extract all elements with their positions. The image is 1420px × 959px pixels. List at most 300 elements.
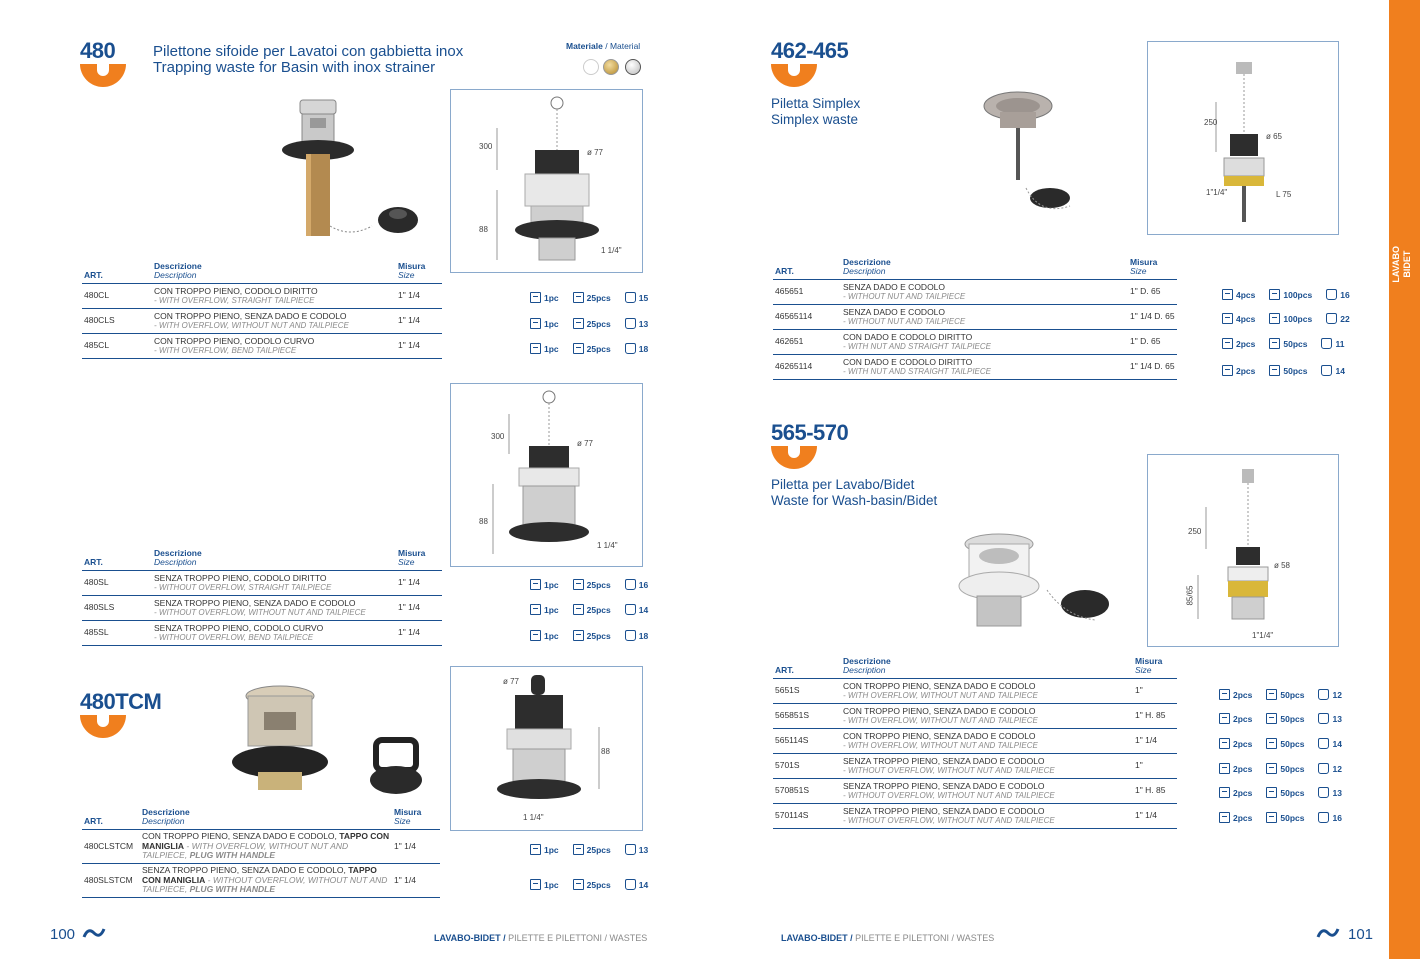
product-title-462 bbox=[771, 96, 860, 128]
pack-qty: 2pcs bbox=[1233, 812, 1253, 823]
desc-it: SENZA TROPPO PIENO, SENZA DADO E CODOLO bbox=[843, 755, 1045, 766]
dim-label: 1 1/4" bbox=[523, 813, 544, 822]
spec-table-480 bbox=[82, 262, 442, 359]
pack-qty: 25pcs bbox=[586, 292, 611, 303]
box-icon bbox=[1266, 713, 1277, 724]
box-icon bbox=[573, 292, 584, 303]
pack-qty: 2pcs bbox=[1233, 689, 1253, 700]
pack-inner bbox=[1222, 289, 1255, 300]
desc-cell bbox=[152, 571, 396, 596]
footer-sub: PILETTE E PILETTONI / WASTES bbox=[852, 933, 995, 943]
pack-qty: 1pc bbox=[544, 292, 559, 303]
box-icon bbox=[1269, 338, 1280, 349]
title-en: Simplex waste bbox=[771, 112, 859, 127]
desc-it: CON TROPPO PIENO, CODOLO CURVO bbox=[154, 335, 315, 346]
box-icon bbox=[1269, 313, 1280, 324]
pack-inner bbox=[530, 579, 559, 590]
pack-inner bbox=[530, 292, 559, 303]
pack-inner bbox=[530, 844, 559, 855]
art-cell: 462651 bbox=[773, 330, 841, 355]
size-cell: 1" H. 85 bbox=[1133, 704, 1177, 729]
desc-en: - WITHOUT OVERFLOW, BEND TAILPIECE bbox=[154, 633, 314, 642]
box-icon bbox=[1222, 338, 1233, 349]
box-icon bbox=[1219, 787, 1230, 798]
product-title-565 bbox=[771, 477, 937, 509]
packaging-row bbox=[1219, 738, 1342, 749]
desc-cell bbox=[841, 679, 1133, 704]
box-icon bbox=[530, 879, 541, 890]
product-code-462-465: 462-465 bbox=[771, 38, 849, 63]
pack-qty: 1pc bbox=[544, 604, 559, 615]
dim-label: ø 77 bbox=[587, 148, 604, 157]
dim-label: 1"1/4" bbox=[1252, 631, 1274, 640]
pack-qty: 13 bbox=[638, 844, 649, 855]
desc-cell bbox=[841, 804, 1133, 829]
packaging-row bbox=[1222, 313, 1350, 324]
packaging-row bbox=[1222, 365, 1345, 376]
box-icon bbox=[1266, 787, 1277, 798]
desc-cell bbox=[841, 330, 1128, 355]
size-cell: 1" 1/4 bbox=[396, 334, 442, 359]
col-art: ART. bbox=[82, 262, 152, 284]
dim-label: 300 bbox=[491, 432, 505, 441]
pack-qty: 2pcs bbox=[1233, 738, 1253, 749]
art-cell: 480SLS bbox=[82, 596, 152, 621]
box-icon bbox=[1219, 738, 1230, 749]
pack-weight bbox=[1326, 289, 1349, 300]
table-row bbox=[773, 330, 1177, 355]
desc-it: CON TROPPO PIENO, SENZA DADO E CODOLO bbox=[843, 730, 1036, 741]
material-label bbox=[566, 41, 640, 51]
desc-it: SENZA DADO E CODOLO bbox=[843, 281, 946, 292]
col-size-it: Misura bbox=[394, 807, 422, 817]
col-desc bbox=[841, 258, 1128, 280]
art-cell: 465651 bbox=[773, 280, 841, 305]
weight-icon bbox=[1326, 313, 1337, 324]
packaging-row bbox=[530, 579, 648, 590]
pack-outer bbox=[1269, 313, 1312, 324]
brand-cup-icon bbox=[771, 446, 817, 469]
technical-drawing-565 bbox=[1147, 454, 1339, 647]
packaging-row bbox=[530, 318, 648, 329]
pack-qty: 1pc bbox=[544, 879, 559, 890]
table-row bbox=[82, 830, 440, 864]
box-icon bbox=[1219, 812, 1230, 823]
col-desc-en: Description bbox=[154, 270, 197, 280]
material-it: Materiale bbox=[566, 41, 603, 51]
pack-qty: 14 bbox=[638, 879, 649, 890]
pack-qty: 50pcs bbox=[1280, 812, 1305, 823]
col-size-it: Misura bbox=[1130, 257, 1158, 267]
dim-label: ø 77 bbox=[503, 677, 520, 686]
pack-weight bbox=[1321, 365, 1344, 376]
desc-it: SENZA TROPPO PIENO, CODOLO CURVO bbox=[154, 622, 324, 633]
weight-icon bbox=[1326, 289, 1337, 300]
weight-icon bbox=[1318, 689, 1329, 700]
box-icon bbox=[1266, 738, 1277, 749]
size-cell: 1" 1/4 bbox=[396, 621, 442, 646]
box-icon bbox=[573, 630, 584, 641]
dim-label: 85/65 bbox=[1185, 585, 1195, 606]
pack-qty: 4pcs bbox=[1236, 289, 1256, 300]
pack-weight bbox=[1318, 713, 1341, 724]
size-cell: 1" 1/4 bbox=[396, 309, 442, 334]
pack-weight bbox=[1318, 763, 1341, 774]
pack-qty: 14 bbox=[1332, 738, 1342, 749]
pack-qty: 1pc bbox=[544, 844, 559, 855]
col-desc-en: Description bbox=[154, 557, 197, 567]
footer-section: LAVABO-BIDET / bbox=[434, 933, 506, 943]
pack-qty: 1pc bbox=[544, 630, 559, 641]
weight-icon bbox=[1318, 763, 1329, 774]
pack-inner bbox=[1219, 787, 1252, 798]
col-size-en: Size bbox=[394, 816, 411, 826]
product-code-480tcm: 480TCM bbox=[80, 689, 162, 714]
dim-label: 300 bbox=[479, 142, 493, 151]
pack-outer bbox=[1266, 787, 1304, 798]
pack-qty: 13 bbox=[1332, 787, 1342, 798]
pack-qty: 1pc bbox=[544, 579, 559, 590]
title-en: Waste for Wash-basin/Bidet bbox=[771, 493, 938, 508]
pack-outer bbox=[573, 318, 611, 329]
product-image-480 bbox=[280, 98, 425, 243]
footer-section: LAVABO-BIDET / bbox=[781, 933, 853, 943]
desc-en: - WITHOUT OVERFLOW, WITHOUT NUT AND TAILPIECE bbox=[154, 608, 366, 617]
table-row bbox=[773, 305, 1177, 330]
section-side-tab bbox=[1389, 0, 1420, 959]
pack-outer bbox=[1266, 738, 1304, 749]
col-size-it: Misura bbox=[398, 261, 426, 271]
box-icon bbox=[573, 318, 584, 329]
title-it: Piletta per Lavabo/Bidet bbox=[771, 477, 915, 492]
pack-weight bbox=[625, 844, 648, 855]
desc-it: SENZA TROPPO PIENO, SENZA DADO E CODOLO bbox=[154, 597, 356, 608]
brand-logo-icon bbox=[1316, 925, 1340, 941]
product-image-462 bbox=[980, 88, 1090, 223]
size-cell: 1" 1/4 D. 65 bbox=[1128, 305, 1177, 330]
box-icon bbox=[1219, 763, 1230, 774]
table-row bbox=[773, 729, 1177, 754]
pack-qty: 25pcs bbox=[586, 343, 611, 354]
title-en: Trapping waste for Basin with inox strainer bbox=[153, 59, 436, 76]
pack-qty: 1pc bbox=[544, 318, 559, 329]
pack-qty: 25pcs bbox=[586, 844, 611, 855]
art-cell: 570851S bbox=[773, 779, 841, 804]
product-code-480: 480 bbox=[80, 38, 116, 63]
table-header-row bbox=[773, 657, 1177, 679]
pack-weight bbox=[625, 343, 648, 354]
col-desc-en: Description bbox=[843, 665, 886, 675]
weight-icon bbox=[1321, 365, 1332, 376]
side-tab-line1: LAVABO bbox=[1391, 246, 1401, 283]
pack-qty: 100pcs bbox=[1283, 289, 1313, 300]
desc-en-bold: PLUG WITH HANDLE bbox=[189, 884, 276, 895]
pack-qty: 15 bbox=[638, 292, 649, 303]
pack-qty: 18 bbox=[638, 630, 649, 641]
art-cell: 5701S bbox=[773, 754, 841, 779]
weight-icon bbox=[625, 879, 636, 890]
box-icon bbox=[573, 579, 584, 590]
pack-outer bbox=[573, 879, 611, 890]
pack-qty: 50pcs bbox=[1280, 713, 1305, 724]
col-desc-it: Descrizione bbox=[154, 548, 202, 558]
desc-en: - WITH OVERFLOW, BEND TAILPIECE bbox=[154, 346, 297, 355]
col-art: ART. bbox=[773, 258, 841, 280]
desc-cell bbox=[841, 754, 1133, 779]
desc-cell bbox=[140, 830, 392, 864]
desc-en: - WITH NUT AND STRAIGHT TAILPIECE bbox=[843, 342, 992, 351]
pack-qty: 2pcs bbox=[1236, 338, 1256, 349]
desc-it: SENZA DADO E CODOLO bbox=[843, 306, 946, 317]
material-en: / Material bbox=[605, 41, 641, 51]
pack-inner bbox=[530, 630, 559, 641]
box-icon bbox=[530, 343, 541, 354]
pack-inner bbox=[1222, 313, 1255, 324]
pack-qty: 50pcs bbox=[1280, 763, 1305, 774]
packaging-row bbox=[1222, 289, 1350, 300]
art-cell: 480CL bbox=[82, 284, 152, 309]
spec-table-462 bbox=[773, 258, 1177, 380]
diagram-svg bbox=[1148, 455, 1340, 648]
desc-en: - WITHOUT OVERFLOW, WITHOUT NUT AND TAILPIECE bbox=[843, 791, 1055, 800]
brand-cup-icon bbox=[80, 715, 126, 738]
box-icon bbox=[530, 604, 541, 615]
pack-outer bbox=[1269, 365, 1307, 376]
table-row bbox=[773, 679, 1177, 704]
desc-cell bbox=[841, 704, 1133, 729]
desc-it-bold: TAPPO CON MANIGLIA bbox=[142, 865, 377, 885]
packaging-row bbox=[1219, 787, 1342, 798]
pack-weight bbox=[625, 879, 648, 890]
size-cell: 1" 1/4 bbox=[396, 571, 442, 596]
pack-qty: 16 bbox=[1332, 812, 1342, 823]
pack-qty: 50pcs bbox=[1280, 738, 1305, 749]
material-swatch-white bbox=[583, 59, 599, 75]
weight-icon bbox=[1318, 738, 1329, 749]
box-icon bbox=[1266, 763, 1277, 774]
col-desc-it: Descrizione bbox=[843, 656, 891, 666]
pack-outer bbox=[573, 604, 611, 615]
dim-label: ø 58 bbox=[1274, 561, 1291, 570]
pack-qty: 100pcs bbox=[1283, 313, 1313, 324]
table-row bbox=[82, 864, 440, 898]
pack-weight bbox=[625, 604, 648, 615]
dim-label: 88 bbox=[479, 517, 488, 526]
material-swatch-chrome bbox=[625, 59, 641, 75]
pack-weight bbox=[1318, 738, 1341, 749]
pack-inner bbox=[1219, 812, 1252, 823]
size-cell: 1" 1/4 D. 65 bbox=[1128, 355, 1177, 380]
col-desc bbox=[152, 262, 396, 284]
pack-qty: 50pcs bbox=[1280, 787, 1305, 798]
pack-qty: 16 bbox=[1340, 289, 1350, 300]
pack-qty: 2pcs bbox=[1233, 787, 1253, 798]
pack-weight bbox=[1318, 787, 1341, 798]
desc-cell bbox=[841, 355, 1128, 380]
footer-sub: PILETTE E PILETTONI / WASTES bbox=[505, 933, 648, 943]
desc-it: CON TROPPO PIENO, SENZA DADO E CODOLO, bbox=[142, 831, 340, 842]
packaging-row bbox=[1219, 713, 1342, 724]
pack-qty: 1pc bbox=[544, 343, 559, 354]
pack-inner bbox=[1219, 738, 1252, 749]
col-desc bbox=[841, 657, 1133, 679]
pack-weight bbox=[1321, 338, 1344, 349]
pack-qty: 25pcs bbox=[586, 630, 611, 641]
col-desc bbox=[140, 808, 392, 830]
box-icon bbox=[573, 604, 584, 615]
col-size-it: Misura bbox=[1135, 656, 1163, 666]
spec-table-480sl bbox=[82, 549, 442, 646]
desc-en: - WITH OVERFLOW, WITHOUT NUT AND TAILPIECE, bbox=[142, 840, 349, 861]
desc-en: - WITHOUT NUT AND TAILPIECE bbox=[843, 317, 966, 326]
technical-drawing-480-2 bbox=[450, 383, 643, 567]
packaging-row bbox=[530, 630, 648, 641]
title-it: Pilettone sifoide per Lavatoi con gabbietta inox bbox=[153, 43, 464, 60]
pack-outer bbox=[573, 630, 611, 641]
pack-inner bbox=[1219, 713, 1252, 724]
box-icon bbox=[573, 879, 584, 890]
weight-icon bbox=[625, 579, 636, 590]
pack-weight bbox=[1326, 313, 1349, 324]
desc-en: - WITH OVERFLOW, WITHOUT NUT AND TAILPIECE bbox=[154, 321, 349, 330]
desc-it: CON DADO E CODOLO DIRITTO bbox=[843, 331, 973, 342]
pack-outer bbox=[573, 579, 611, 590]
pack-outer bbox=[573, 844, 611, 855]
product-title-480 bbox=[153, 44, 463, 76]
pack-weight bbox=[625, 318, 648, 329]
col-art: ART. bbox=[773, 657, 841, 679]
art-cell: 570114S bbox=[773, 804, 841, 829]
pack-inner bbox=[530, 318, 559, 329]
box-icon bbox=[573, 343, 584, 354]
pack-qty: 2pcs bbox=[1233, 763, 1253, 774]
dim-label: 88 bbox=[601, 747, 610, 756]
col-size-it: Misura bbox=[398, 548, 426, 558]
box-icon bbox=[1219, 713, 1230, 724]
desc-en: - WITHOUT OVERFLOW, STRAIGHT TAILPIECE bbox=[154, 583, 332, 592]
pack-qty: 50pcs bbox=[1283, 338, 1308, 349]
table-header-row bbox=[773, 258, 1177, 280]
pack-weight bbox=[625, 630, 648, 641]
pack-inner bbox=[530, 343, 559, 354]
brand-cup-icon bbox=[771, 64, 817, 87]
packaging-row bbox=[530, 604, 648, 615]
pack-qty: 14 bbox=[638, 604, 649, 615]
pack-inner bbox=[1222, 338, 1255, 349]
packaging-row bbox=[1219, 812, 1342, 823]
footer-breadcrumb-right bbox=[781, 933, 994, 943]
box-icon bbox=[530, 630, 541, 641]
desc-cell bbox=[152, 284, 396, 309]
box-icon bbox=[530, 579, 541, 590]
desc-cell bbox=[152, 334, 396, 359]
dim-label: ø 65 bbox=[1266, 132, 1283, 141]
dim-label: L 75 bbox=[1276, 190, 1292, 199]
spec-table-565 bbox=[773, 657, 1177, 829]
pack-qty: 25pcs bbox=[586, 318, 611, 329]
col-art: ART. bbox=[82, 549, 152, 571]
pack-inner bbox=[1219, 763, 1252, 774]
pack-inner bbox=[530, 604, 559, 615]
desc-it: SENZA TROPPO PIENO, CODOLO DIRITTO bbox=[154, 572, 327, 583]
box-icon bbox=[1266, 689, 1277, 700]
weight-icon bbox=[625, 844, 636, 855]
art-cell: 485SL bbox=[82, 621, 152, 646]
art-cell: 485CL bbox=[82, 334, 152, 359]
diagram-svg bbox=[1148, 42, 1340, 236]
box-icon bbox=[1266, 812, 1277, 823]
pack-qty: 50pcs bbox=[1283, 365, 1308, 376]
col-size bbox=[396, 262, 442, 284]
table-header-row bbox=[82, 262, 442, 284]
table-row bbox=[82, 334, 442, 359]
col-size-en: Size bbox=[1130, 266, 1147, 276]
pack-qty: 25pcs bbox=[586, 579, 611, 590]
box-icon bbox=[1219, 689, 1230, 700]
col-size-en: Size bbox=[398, 270, 415, 280]
packaging-row bbox=[530, 879, 648, 890]
size-cell: 1" 1/4 bbox=[1133, 729, 1177, 754]
page-number-right: 101 bbox=[1348, 926, 1374, 943]
size-cell: 1" 1/4 bbox=[1133, 804, 1177, 829]
dim-label: 1"1/4" bbox=[1206, 188, 1228, 197]
art-cell: 565851S bbox=[773, 704, 841, 729]
desc-en: - WITHOUT OVERFLOW, WITHOUT NUT AND TAILPIECE bbox=[843, 766, 1055, 775]
side-tab-label bbox=[1391, 246, 1418, 283]
size-cell: 1" 1/4 bbox=[392, 830, 440, 864]
weight-icon bbox=[625, 604, 636, 615]
desc-it-bold: TAPPO CON MANIGLIA bbox=[142, 831, 390, 851]
desc-it: CON TROPPO PIENO, SENZA DADO E CODOLO bbox=[154, 310, 347, 321]
dim-label: 250 bbox=[1188, 527, 1202, 536]
table-row bbox=[773, 779, 1177, 804]
pack-qty: 14 bbox=[1335, 365, 1345, 376]
art-cell: 480CLS bbox=[82, 309, 152, 334]
desc-it: CON TROPPO PIENO, SENZA DADO E CODOLO bbox=[843, 680, 1036, 691]
pack-weight bbox=[1318, 689, 1341, 700]
col-desc-it: Descrizione bbox=[843, 257, 891, 267]
pack-qty: 12 bbox=[1332, 689, 1342, 700]
pack-qty: 18 bbox=[638, 343, 649, 354]
desc-cell bbox=[140, 864, 392, 898]
pack-qty: 2pcs bbox=[1233, 713, 1253, 724]
box-icon bbox=[1222, 289, 1233, 300]
dim-label: ø 77 bbox=[577, 439, 594, 448]
col-size-en: Size bbox=[398, 557, 415, 567]
pack-inner bbox=[530, 879, 559, 890]
desc-it: SENZA TROPPO PIENO, SENZA DADO E CODOLO bbox=[843, 780, 1045, 791]
pack-qty: 12 bbox=[1332, 763, 1342, 774]
page-number-left: 100 bbox=[50, 926, 76, 943]
box-icon bbox=[1269, 289, 1280, 300]
weight-icon bbox=[1318, 812, 1329, 823]
box-icon bbox=[1269, 365, 1280, 376]
size-cell: 1" 1/4 bbox=[392, 864, 440, 898]
pack-weight bbox=[1318, 812, 1341, 823]
pack-outer bbox=[1266, 812, 1304, 823]
pack-inner bbox=[1222, 365, 1255, 376]
weight-icon bbox=[625, 343, 636, 354]
pack-qty: 50pcs bbox=[1280, 689, 1305, 700]
pack-outer bbox=[1269, 338, 1307, 349]
table-row bbox=[82, 621, 442, 646]
col-desc-it: Descrizione bbox=[154, 261, 202, 271]
packaging-row bbox=[1219, 763, 1342, 774]
col-desc-it: Descrizione bbox=[142, 807, 190, 817]
col-desc bbox=[152, 549, 396, 571]
col-art: ART. bbox=[82, 808, 140, 830]
side-tab-line2: BIDET bbox=[1402, 250, 1412, 278]
